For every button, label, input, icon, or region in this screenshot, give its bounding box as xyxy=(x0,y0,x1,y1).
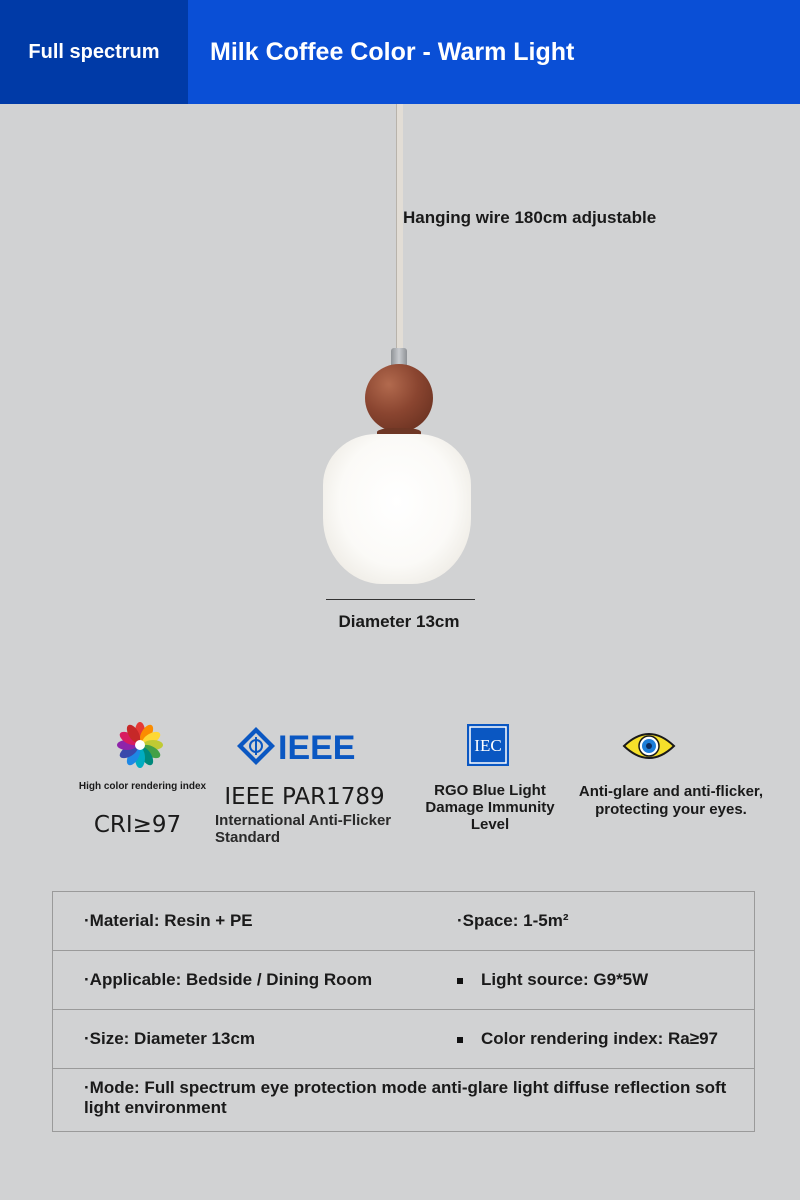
eye-icon xyxy=(622,726,676,766)
lamp-shade xyxy=(323,434,471,584)
spec-light-source: Light source: G9*5W xyxy=(481,970,649,989)
hanging-wire xyxy=(396,104,403,354)
bullet-icon xyxy=(457,1037,463,1043)
spec-row xyxy=(53,1009,754,1068)
spec-cri: Color rendering index: Ra≥97 xyxy=(481,1029,718,1048)
cri-value: CRI≥97 xyxy=(93,812,182,838)
bullet-icon xyxy=(457,978,463,984)
page-title: Milk Coffee Color - Warm Light xyxy=(210,37,575,66)
ieee-logo-text: IEEE xyxy=(278,729,356,766)
spec-row xyxy=(53,1068,754,1131)
iec-caption: RGO Blue Light Damage Immunity Level xyxy=(425,782,555,833)
spec-space: ·Space: 1-5m² xyxy=(457,911,569,930)
spec-cri-cell xyxy=(457,1029,718,1049)
ieee-caption: International Anti-Flicker Standard xyxy=(215,812,392,846)
ieee-logo-icon xyxy=(236,726,370,766)
iec-logo-text: IEC xyxy=(474,736,502,755)
spec-applicable: ·Applicable: Bedside / Dining Room xyxy=(84,970,373,989)
spec-material: ·Material: Resin + PE xyxy=(84,911,253,930)
header-bar xyxy=(0,0,800,104)
eye-caption: Anti-glare and anti-flicker, protecting your eyes. xyxy=(578,783,764,818)
full-spectrum-badge: Full spectrum xyxy=(0,0,188,104)
spec-mode: ·Mode: Full spectrum eye protection mode anti-glare light diffuse reflection soft light environment xyxy=(84,1078,727,1117)
diameter-line xyxy=(326,599,475,600)
wire-length-label: Hanging wire 180cm adjustable xyxy=(403,208,657,227)
spec-light-source-cell xyxy=(457,970,648,990)
iec-logo-icon xyxy=(467,724,509,766)
spec-table xyxy=(52,891,755,1132)
cri-caption: High color rendering index xyxy=(78,781,207,792)
diameter-label: Diameter 13cm xyxy=(338,612,460,631)
ieee-standard-name: IEEE PAR1789 xyxy=(224,784,385,810)
spec-row xyxy=(53,892,754,950)
spec-row xyxy=(53,950,754,1009)
color-wheel-icon xyxy=(117,722,163,768)
spec-size: ·Size: Diameter 13cm xyxy=(84,1029,256,1048)
lamp-wooden-ball xyxy=(365,364,433,432)
